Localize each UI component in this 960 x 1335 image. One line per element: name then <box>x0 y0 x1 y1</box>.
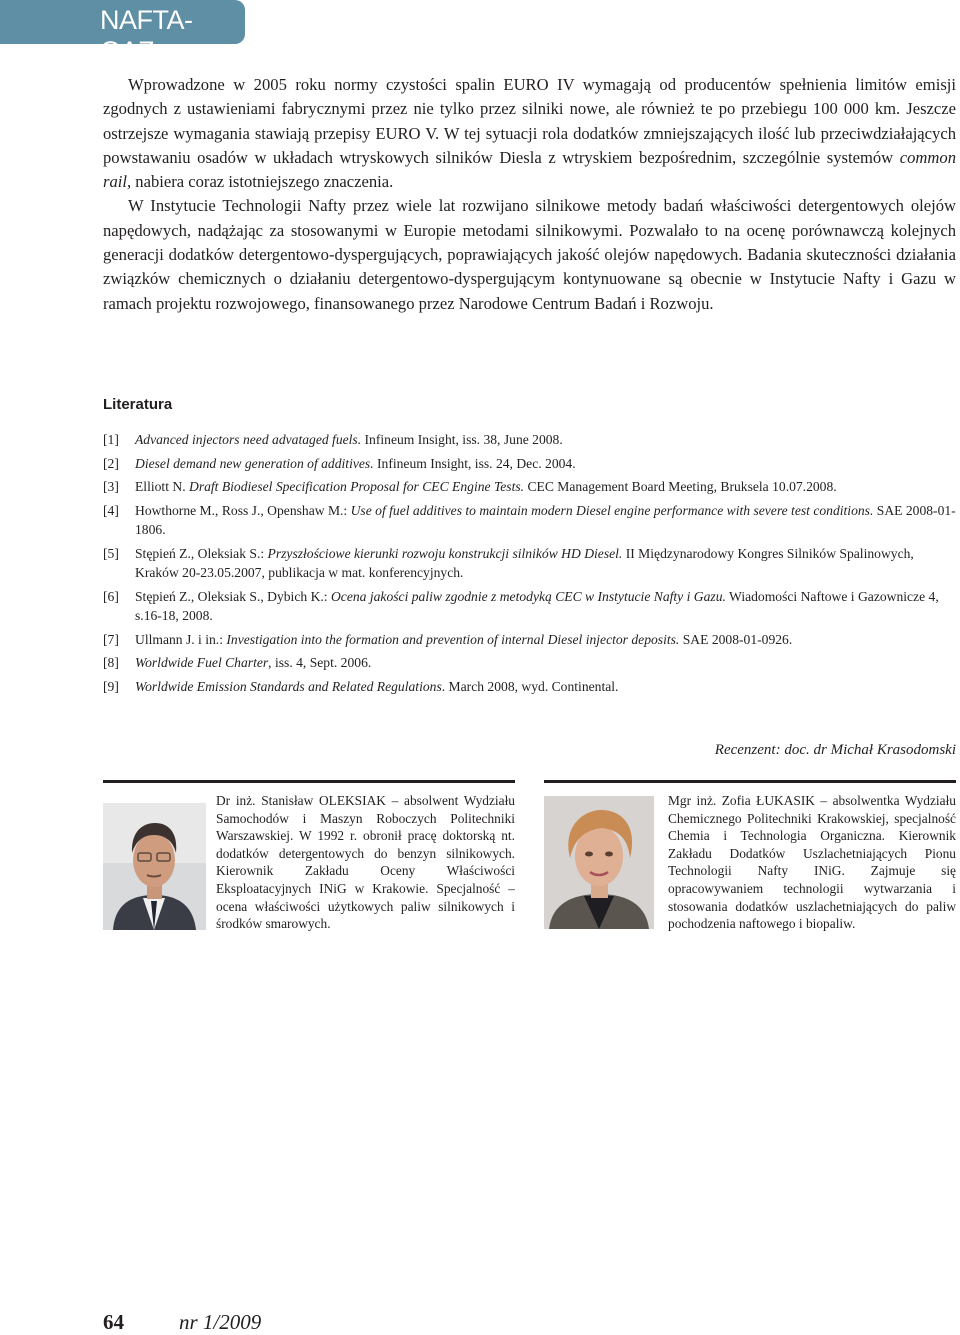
reference-source: SAE 2008-01-1806. <box>135 502 956 537</box>
reference-item <box>103 587 956 626</box>
reference-text <box>135 454 956 474</box>
reference-title: Ocena jakości paliw zgodnie z metodyką CEC w Instytucie Nafty i Gazu. <box>330 588 726 604</box>
reference-authors: Stępień Z., Oleksiak S., Dybich K.: <box>135 588 331 604</box>
reference-title: Diesel demand new generation of additives. <box>135 455 374 471</box>
journal-header-tab <box>0 0 245 66</box>
literature-heading: Literatura <box>103 396 173 413</box>
reference-text <box>135 677 956 697</box>
reference-text <box>135 430 956 450</box>
reference-source: . March 2008, wyd. Continental. <box>441 678 619 694</box>
paragraph-1 <box>103 73 956 194</box>
reference-authors: Ullmann J. i in.: <box>135 631 227 647</box>
paragraph-1-text-b: , nabiera coraz istotniejszego znaczenia. <box>126 172 394 192</box>
reference-list <box>103 430 956 700</box>
reference-number: [9] <box>103 678 119 694</box>
author-1-rule <box>103 780 515 783</box>
reference-source: Wiadomości Naftowe i Gazownicze 4, s.16-18, 2008. <box>135 588 939 623</box>
reference-item <box>103 630 956 650</box>
author-2-bio: Mgr inż. Zofia ŁUKASIK – absolwentka Wydziału Chemicznego Politechniki Krakowskiej, specjalność Chemia i Technologia Organiczna. Kierownik Zakładu Dodatków Uszlachetniających Pionu Technologii Nafty INiG. Zajmuje się opracowywaniem technologii wytwarzania i stosowania dodatków uszlachetniających do paliw pochodzenia naftowego i biopaliw. <box>668 793 956 932</box>
reference-title: Advanced injectors need advataged fuels. <box>135 432 362 447</box>
reference-item <box>103 454 956 474</box>
reference-source: Infineum Insight, iss. 24, Dec. 2004. <box>373 455 576 471</box>
article-body <box>103 73 956 316</box>
issue-number: nr 1/2009 <box>179 1310 262 1334</box>
reference-title: Worldwide Fuel Charter <box>135 655 269 670</box>
author-2-portrait <box>544 796 654 929</box>
reference-title: Draft Biodiesel Specification Proposal for CEC Engine Tests. <box>189 479 525 494</box>
reference-source: Infineum Insight, iss. 38, June 2008. <box>361 432 563 447</box>
paragraph-1-text-a: Wprowadzone w 2005 roku normy czystości spalin EURO IV wymagają od producentów spełnienia limitów emisji zgodnych z ustawieniami fabrycznymi przez nie tylko przez silniki nowe, ale również te po przebiegu 100 000 km. Jeszcze ostrzejsze wymagania stawiają przepisy EURO V. W tej sytuacji rola dodatków zmniejszających ilość lub przeciwdziałających powstawaniu osadów w układach wtryskowych silników Diesla z wtryskiem bezpośrednim, szczególnie systemów <box>103 75 956 167</box>
reference-source: SAE 2008-01-0926. <box>679 631 793 647</box>
paragraph-2: W Instytucie Technologii Nafty przez wiele lat rozwijano silnikowe metody badań właściwości detergentowych olejów napędowych, nadążając za stosowanymi w Europie metodami silnikowymi. Pozwalało to na ocenę porównawczą kolejnych generacji dodatków detergentowo-dyspergujących, poprawiających jakość olejów napędowych. Badania skuteczności działania związków chemicznych o działaniu detergentowo-dyspergującym kontynuowane są obecnie w Instytucie Nafty i Gazu w ramach projektu rozwojowego, finansowanego przez Narodowe Centrum Badań i Rozwoju. <box>103 196 956 313</box>
author-2-rule <box>544 780 956 783</box>
reference-item <box>103 677 956 697</box>
reference-item <box>103 477 956 497</box>
reference-number: [6] <box>103 588 119 604</box>
reference-title: Przyszłościowe kierunki rozwoju konstrukcji silników HD Diesel. <box>267 545 623 561</box>
reference-number: [4] <box>103 502 119 518</box>
reference-source: II Międzynarodowy Kongres Silników Spalinowych, Kraków 20-23.05.2007, publikacja w mat. konferencyjnych. <box>135 545 914 580</box>
paragraph-1-italic: common rail <box>103 147 956 192</box>
reference-number: [8] <box>103 655 119 670</box>
reference-authors: Stępień Z., Oleksiak S.: <box>135 545 268 561</box>
reference-number: [7] <box>103 631 119 647</box>
reference-text <box>135 501 956 540</box>
reference-number: [2] <box>103 455 119 471</box>
journal-title: NAFTA-GAZ <box>100 5 193 66</box>
reference-item <box>103 544 956 583</box>
reference-authors: Howthorne M., Ross J., Openshaw M.: <box>135 502 351 518</box>
reference-text <box>135 630 956 650</box>
reference-item <box>103 653 956 673</box>
reference-number: [5] <box>103 545 119 561</box>
reference-number: [3] <box>103 479 119 494</box>
reference-text <box>135 544 956 583</box>
reference-text <box>135 477 956 497</box>
reference-source: , iss. 4, Sept. 2006. <box>268 655 372 670</box>
page-number: 64 <box>103 1310 124 1334</box>
reference-item <box>103 430 956 450</box>
reference-source: CEC Management Board Meeting, Bruksela 10.07.2008. <box>524 479 837 494</box>
reference-title: Investigation into the formation and prevention of internal Diesel injector deposits. <box>226 631 680 647</box>
reference-title: Worldwide Emission Standards and Related Regulations <box>135 678 442 694</box>
reference-number: [1] <box>103 432 119 447</box>
author-1-portrait <box>103 803 206 930</box>
reference-text <box>135 587 956 626</box>
reviewer-note: Recenzent: doc. dr Michał Krasodomski <box>714 742 956 758</box>
reference-text <box>135 653 956 673</box>
reference-title: Use of fuel additives to maintain modern Diesel engine performance with severe test conditions. <box>350 502 874 518</box>
reference-item <box>103 501 956 540</box>
author-1-bio: Dr inż. Stanisław OLEKSIAK – absolwent Wydziału Samochodów i Maszyn Roboczych Politechniki Warszawskiej. W 1992 r. obronił pracę doktorską nt. dodatków detergentowych do benzyn silnikowych. Kierownik Zakładu Oceny Właściwości Eksploatacyjnych INiG w Krakowie. Specjalność – ocena właściwości użytkowych paliw silnikowych i środków smarowych. <box>216 793 515 932</box>
reference-authors: Elliott N. <box>135 479 189 494</box>
